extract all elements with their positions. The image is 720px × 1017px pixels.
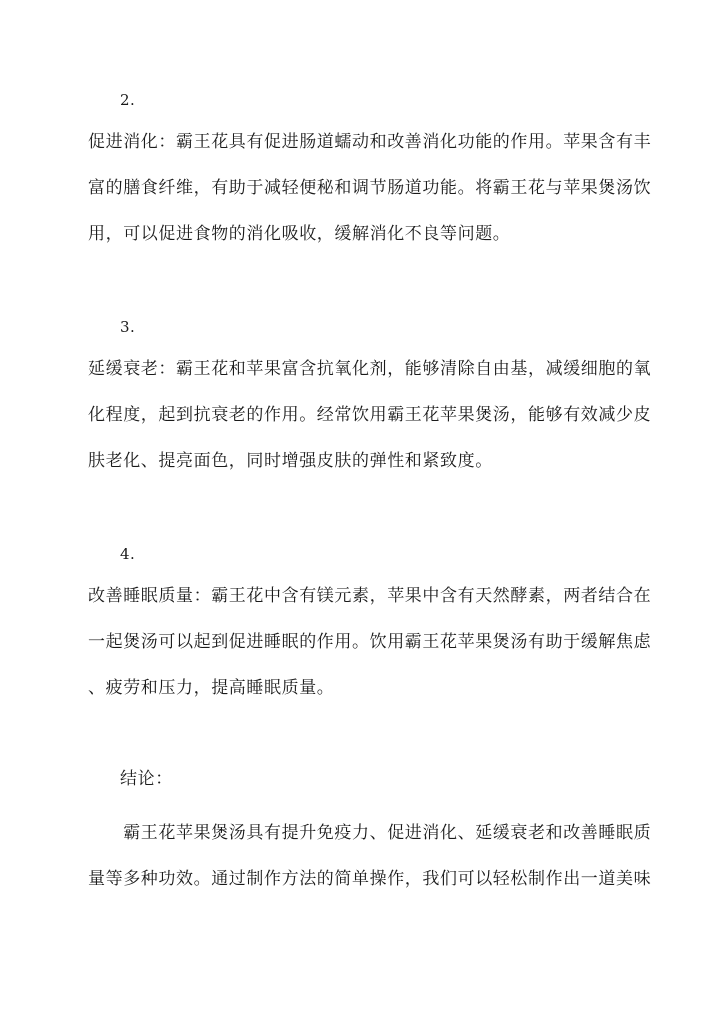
section-number-3: 3.	[120, 318, 136, 336]
conclusion-paragraph	[88, 818, 652, 910]
paragraph-line: 肤老化、提亮面色，同时增强皮肤的弹性和紧致度。	[88, 451, 493, 471]
paragraph-line: 促进消化：霸王花具有促进肠道蠕动和改善消化功能的作用。苹果含有丰	[88, 132, 652, 152]
section-number-2: 2.	[120, 91, 136, 109]
paragraph-line: 富的膳食纤维，有助于减轻便秘和调节肠道功能。将霸王花与苹果煲汤饮	[88, 178, 652, 198]
paragraph-line: 一起煲汤可以起到促进睡眠的作用。饮用霸王花苹果煲汤有助于缓解焦虑	[88, 632, 652, 652]
section-number-4: 4.	[120, 545, 136, 563]
paragraph-line: 用，可以促进食物的消化吸收，缓解消化不良等问题。	[88, 224, 511, 244]
section-4-paragraph	[88, 581, 652, 719]
section-3-paragraph	[88, 354, 652, 492]
conclusion-heading: 结论：	[120, 769, 173, 789]
paragraph-line: 改善睡眠质量：霸王花中含有镁元素，苹果中含有天然酵素，两者结合在	[88, 586, 652, 606]
paragraph-line: 化程度，起到抗衰老的作用。经常饮用霸王花苹果煲汤，能够有效减少皮	[88, 405, 652, 425]
paragraph-line: 、疲劳和压力，提高睡眠质量。	[88, 678, 335, 698]
paragraph-line: 霸王花苹果煲汤具有提升免疫力、促进消化、延缓衰老和改善睡眠质	[88, 823, 652, 843]
paragraph-line: 量等多种功效。通过制作方法的简单操作，我们可以轻松制作出一道美味	[88, 869, 652, 889]
paragraph-line: 延缓衰老：霸王花和苹果富含抗氧化剂，能够清除自由基，减缓细胞的氧	[88, 359, 652, 379]
section-2-paragraph	[88, 127, 652, 265]
